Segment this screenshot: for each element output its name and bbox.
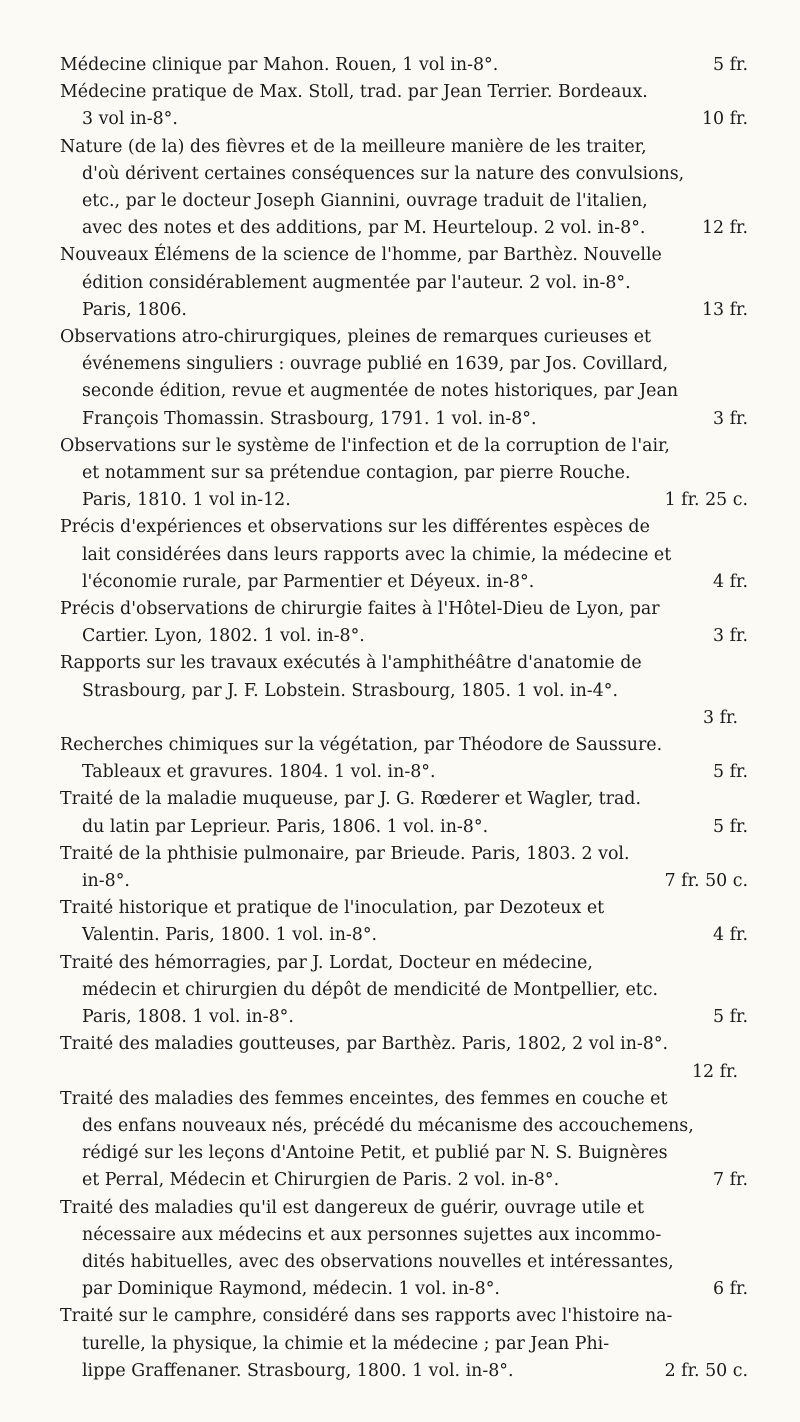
catalog-entry [60, 732, 748, 786]
entry-price: 4 fr. [713, 571, 748, 592]
catalog-entry [60, 596, 748, 650]
entry-price: 13 fr. [701, 299, 748, 320]
entry-price: 12 fr. [691, 1061, 738, 1082]
entry-line: Traité des maladies goutteuses, par Barthèz. Paris, 1802, 2 vol in-8°. [60, 1034, 669, 1055]
entry-price: 2 fr. 50 c. [664, 1360, 748, 1381]
entry-line: 2 fr. 50 c. lippe Graffenaner. Strasbourg, 1800. 1 vol. in-8°. [60, 1358, 748, 1385]
entry-line: Traité des hémorragies, par J. Lordat, Docteur en médecine, [60, 952, 593, 973]
entry-line: 3 fr. Cartier. Lyon, 1802. 1 vol. in-8°. [60, 623, 748, 650]
entry-price: 10 fr. [701, 109, 748, 130]
entry-line: 13 fr. Paris, 1806. [60, 297, 748, 324]
entry-line: Traité des maladies des femmes enceintes, des femmes en couche et [60, 1088, 668, 1109]
entry-price: 3 fr. [713, 626, 748, 647]
entry-line: 3 fr. François Thomassin. Strasbourg, 1791. 1 vol. in-8°. [60, 406, 748, 433]
entry-line: Précis d'expériences et observations sur les différentes espèces de [60, 517, 650, 538]
entry-price: 6 fr. [713, 1279, 748, 1300]
entry-line: événemens singuliers : ouvrage publié en 1639, par Jos. Covillard, [82, 354, 669, 375]
entry-line: Traité sur le camphre, considéré dans ses rapports avec l'histoire na- [60, 1306, 673, 1327]
entry-line: des enfans nouveaux nés, précédé du mécanisme des accouchemens, [82, 1115, 694, 1136]
catalog-entry [60, 52, 748, 79]
entry-line: etc., par le docteur Joseph Giannini, ouvrage traduit de l'italien, [82, 191, 648, 212]
entry-line: 5 fr. Tableaux et gravures. 1804. 1 vol. in-8°. [60, 759, 748, 786]
entry-line: 5 fr. Médecine clinique par Mahon. Rouen, 1 vol in-8°. [60, 52, 748, 79]
entry-line: médecin et chirurgien du dépôt de mendicité de Montpellier, etc. [82, 979, 659, 1000]
entry-line: Traité historique et pratique de l'inoculation, par Dezoteux et [60, 898, 605, 919]
entry-line: Traité de la phthisie pulmonaire, par Brieude. Paris, 1803. 2 vol. [60, 843, 630, 864]
entry-line: seconde édition, revue et augmentée de notes historiques, par Jean [82, 381, 679, 402]
entry-price: 4 fr. [713, 925, 748, 946]
entry-line: et notamment sur sa prétendue contagion, par pierre Rouche. [82, 463, 631, 484]
catalog-entry [60, 1195, 748, 1304]
entry-line: nécessaire aux médecins et aux personnes sujettes aux incommo- [82, 1224, 662, 1245]
entry-line: Observations sur le système de l'infection et de la corruption de l'air, [60, 435, 670, 456]
entry-line: Nature (de la) des fièvres et de la meilleure manière de les traiter, [60, 136, 647, 157]
catalog-entry [60, 650, 748, 732]
catalog-entry [60, 841, 748, 895]
catalog-entry [60, 134, 748, 243]
catalog-entry [60, 324, 748, 433]
catalog-entry [60, 895, 748, 949]
entry-line: rédigé sur les leçons d'Antoine Petit, et publié par N. S. Buignères [82, 1143, 668, 1164]
entry-line: 4 fr. Valentin. Paris, 1800. 1 vol. in-8°. [60, 922, 748, 949]
entry-price: 3 fr. [713, 408, 748, 429]
entry-line: 6 fr. par Dominique Raymond, médecin. 1 vol. in-8°. [60, 1276, 748, 1303]
catalog-entry [60, 786, 748, 840]
entry-price: 5 fr. [713, 1007, 748, 1028]
catalog-entry [60, 1086, 748, 1195]
entry-price: 12 fr. [701, 218, 748, 239]
entry-line: Traité des maladies qu'il est dangereux de guérir, ouvrage utile et [60, 1197, 644, 1218]
entry-line: Strasbourg, par J. F. Lobstein. Strasbourg, 1805. 1 vol. in-4°. [82, 680, 618, 701]
entry-line: Traité de la maladie muqueuse, par J. G. Rœderer et Wagler, trad. [60, 789, 641, 810]
entry-line: 5 fr. du latin par Leprieur. Paris, 1806. 1 vol. in-8°. [60, 814, 748, 841]
catalog-entry [60, 433, 748, 515]
entry-line: Observations atro-chirurgiques, pleines de remarques curieuses et [60, 327, 651, 348]
entry-price: 1 fr. 25 c. [664, 490, 748, 511]
entry-price: 7 fr. [713, 1170, 748, 1191]
entry-price: 7 fr. 50 c. [664, 871, 748, 892]
entry-line: Précis d'observations de chirurgie faites à l'Hôtel-Dieu de Lyon, par [60, 599, 660, 620]
entry-price: 5 fr. [713, 816, 748, 837]
entry-line: dités habituelles, avec des observations nouvelles et intéressantes, [82, 1251, 674, 1272]
entry-line: Rapports sur les travaux exécutés à l'amphithéâtre d'anatomie de [60, 653, 642, 674]
catalog-entry [60, 1303, 748, 1385]
catalog-entry [60, 514, 748, 596]
entry-line: 5 fr. Paris, 1808. 1 vol. in-8°. [60, 1004, 748, 1031]
entry-line: d'où dérivent certaines conséquences sur la nature des convulsions, [82, 163, 685, 184]
entry-price: 5 fr. [713, 762, 748, 783]
entry-line: 12 fr. avec des notes et des additions, par M. Heurteloup. 2 vol. in-8°. [60, 215, 748, 242]
entry-line: lait considérées dans leurs rapports avec la chimie, la médecine et [82, 544, 672, 565]
entry-line: Recherches chimiques sur la végétation, par Théodore de Saussure. [60, 735, 663, 756]
catalog-entry [60, 79, 748, 133]
entry-line: Médecine pratique de Max. Stoll, trad. par Jean Terrier. Bordeaux. [60, 82, 648, 103]
entry-line: édition considérablement augmentée par l'auteur. 2 vol. in-8°. [82, 272, 631, 293]
entry-line: 4 fr. l'économie rurale, par Parmentier et Déyeux. in-8°. [60, 569, 748, 596]
entry-line: 7 fr. et Perral, Médecin et Chirurgien de Paris. 2 vol. in-8°. [60, 1167, 748, 1194]
entry-line: turelle, la physique, la chimie et la médecine ; par Jean Phi- [82, 1333, 610, 1354]
entry-line: 7 fr. 50 c. in-8°. [60, 868, 748, 895]
catalog-entry [60, 1031, 748, 1085]
entry-line: Nouveaux Élémens de la science de l'homme, par Barthèz. Nouvelle [60, 245, 662, 266]
catalog-entry [60, 950, 748, 1032]
catalog-entry [60, 242, 748, 324]
entry-line: 10 fr. 3 vol in-8°. [60, 106, 748, 133]
entry-line: 1 fr. 25 c. Paris, 1810. 1 vol in-12. [60, 487, 748, 514]
entry-price: 5 fr. [713, 55, 748, 75]
entry-price: 3 fr. [703, 707, 738, 728]
